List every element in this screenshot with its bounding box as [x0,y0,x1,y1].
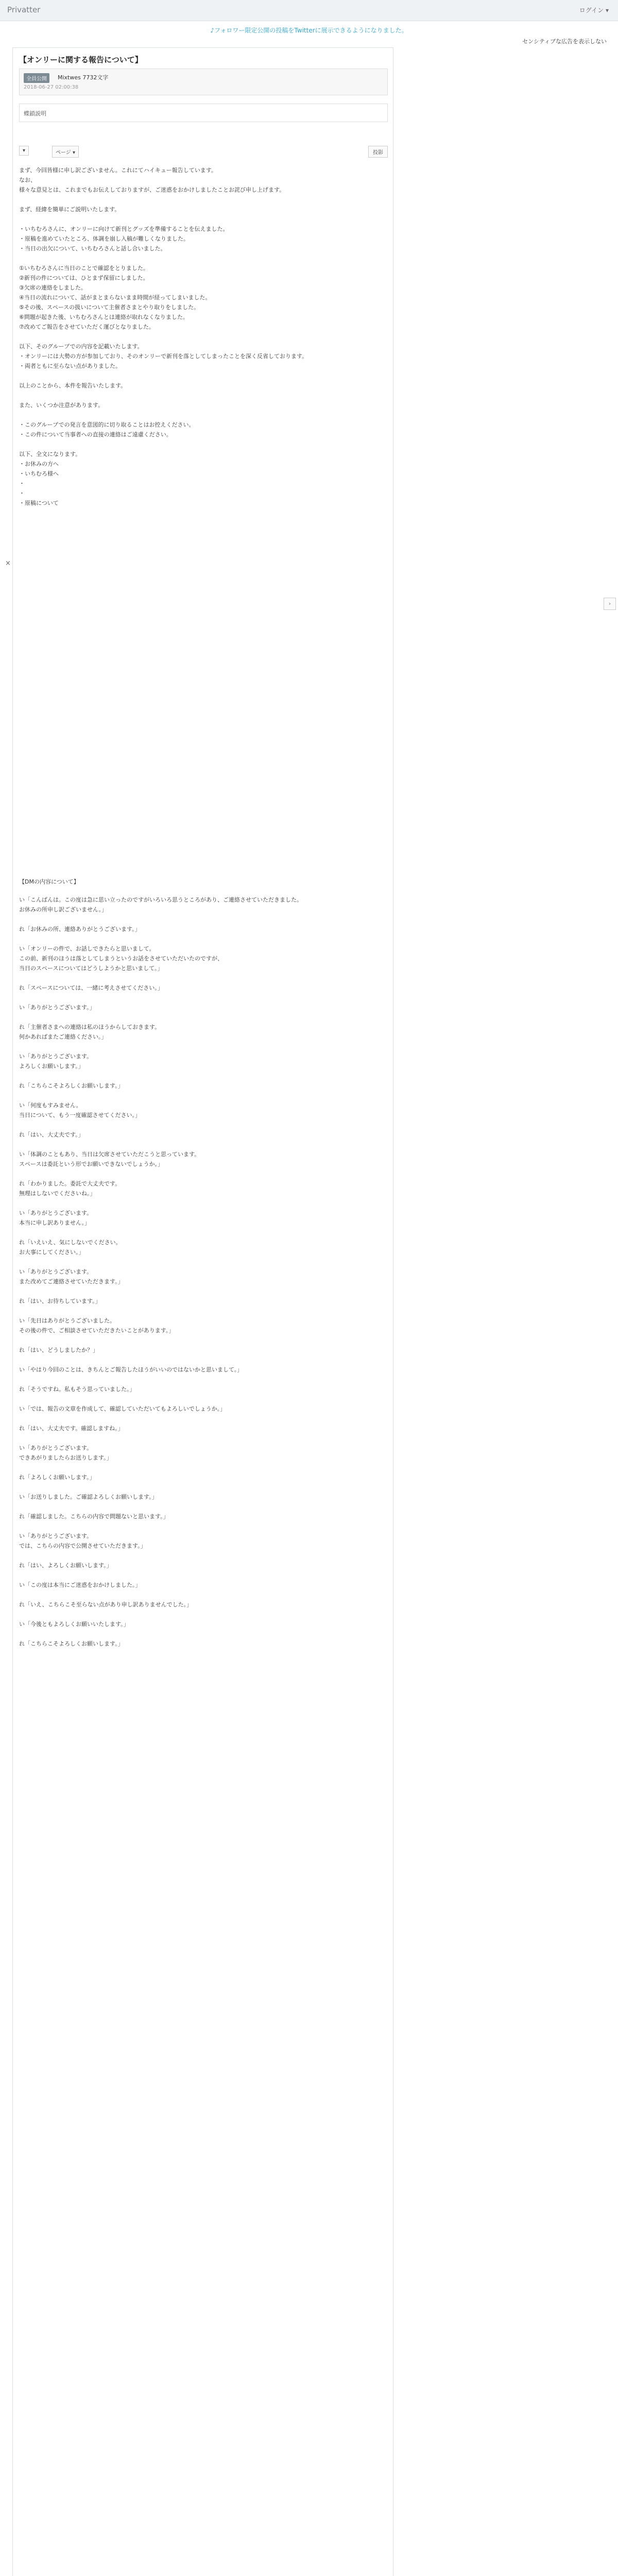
follow-announcement-link[interactable]: ♪フォロワー限定公開の投稿をTwitterに展示できるようになりました。 [210,27,408,34]
close-icon[interactable]: × [5,560,11,567]
top-bar [0,0,618,21]
visibility-badge: 全員公開 [24,73,49,83]
jump-button[interactable]: 投影 [368,146,388,158]
chevron-right-icon[interactable]: › [604,598,616,610]
tags-box [19,104,388,122]
page-select[interactable]: ページ ▾ [52,146,79,158]
site-logo[interactable]: Privatter [7,5,41,14]
hide-sensitive-ads-link[interactable]: センシティブな広告を表示しない [522,38,607,45]
chat-log: い「こんばんは。この度は急に思い立ったのですがいろいろ思うところがあり、ご連絡させていただきました。 お休みの所申し訳ございません。」 れ「お休みの所、連絡ありがとうございます。」 い「オンリーの件で、お話しできたらと思いまして。 この前、新刊のほうは落としてしまうというお話をさせていただいたのですが、 当日のスペースについてはどうしようかと思いまして。」 れ「スペースについては、一緒に考えさせてください。」 い「ありがとうございます。」 れ「主催者さまへの連絡は私のほうからしておきます。 何かあればまたご連絡ください。」 い「ありがとうございます。 よろしくお願いします。」 れ「こちらこそよろしくお願いします。」 い「何度もすみません。 当日について、もう一度確認させてください。」 れ「はい、大丈夫です。」 い「体調のこともあり、当日は欠席させていただこうと思っています。 スペースは委託という形でお願いできないでしょうか。」 れ「わかりました。委託で大丈夫です。 無理はしないでくださいね。」 い「ありがとうございます。 本当に申し訳ありません。」 れ「いえいえ、気にしないでください。 お大事にしてください。」 い「ありがとうございます。 また改めてご連絡させていただきます。」 れ「はい、お待ちしています。」 い「先日はありがとうございました。 その後の件で、ご相談させていただきたいことがあります。」 れ「はい、どうしましたか？」 い「やはり今回のことは、きちんとご報告したほうがいいのではないかと思いまして。」 れ「そうですね。私もそう思っていました。」 い「では、報告の文章を作成して、確認していただいてもよろしいでしょうか。」 れ「はい、大丈夫です。確認しますね。」 い「ありがとうございます。 できあがりましたらお送りします。」 れ「よろしくお願いします。」 い「お送りしました。ご確認よろしくお願いします。」 れ「確認しました。こちらの内容で問題ないと思います。」 い「ありがとうございます。 では、こちらの内容で公開させていただきます。」 れ「はい、よろしくお願いします。」 い「この度は本当にご迷惑をおかけしました。」 れ「いえ、こちらこそ至らない点があり申し訳ありませんでした。」 い「今後ともよろしくお願いいたします。」 れ「こちらこそよろしくお願いします。」 [19,896,302,1647]
post-date: 2018-06-27 02:00:38 [24,84,79,90]
login-menu-button[interactable]: ログイン ▾ [579,7,609,14]
post-title: 【オンリーに関する報告について】 [19,55,143,64]
author-name[interactable]: Mixtwes 7732文字 [58,74,109,81]
post-toolbar [19,146,388,157]
tag-item[interactable]: 蝶鎖説明 [24,110,46,117]
post-panel [12,47,393,2576]
post-body: まず、今回皆様に申し訳ございません。これにてハイキュー報告しています。 なお、 様々な意見とは、これまでもお伝えしておりますが、ご迷惑をおかけしましたことお詫び申し上げます。 まず、経緯を簡単にご説明いたします。 ・いちむろさんに、オンリーに向けて新刊とグッズを準備することを伝えました。 ・原稿を進めていたところ、体調を崩し入稿が難しくなりました。 ・当日の出欠について、いちむろさんと話し合いました。 ①いちむろさんに当日のことで確認をとりました。 ②新刊の件については、ひとまず保留にしました。 ③欠席の連絡をしました。 ④当日の流れについて、話がまとまらないまま時間が経ってしまいました。 ⑤その後、スペースの扱いについて主催者さまとやり取りをしました。 ⑥問題が起きた後、いちむろさんとは連絡が取れなくなりました。 ⑦改めてご報告をさせていただく運びとなりました。 以下、そのグループでの内容を記載いたします。 ・オンリーには大勢の方が参加しており、そのオンリーで新刊を落としてしまったことを深く反省しております。 ・両者ともに至らない点がありました。 以上のことから、本件を報告いたします。 また、いくつか注意があります。 ・このグループでの発言を意図的に切り取ることはお控えください。 ・この件について当事者への直接の連絡はご遠慮ください。 以下、全文になります。 ・お休みの方へ ・いちむろ様へ ・ ・ ・原稿について [19,167,308,506]
author-box [19,69,388,95]
sort-select[interactable]: ▾ [19,146,29,156]
chat-section-title: 【DMの内容について】 [19,878,79,885]
